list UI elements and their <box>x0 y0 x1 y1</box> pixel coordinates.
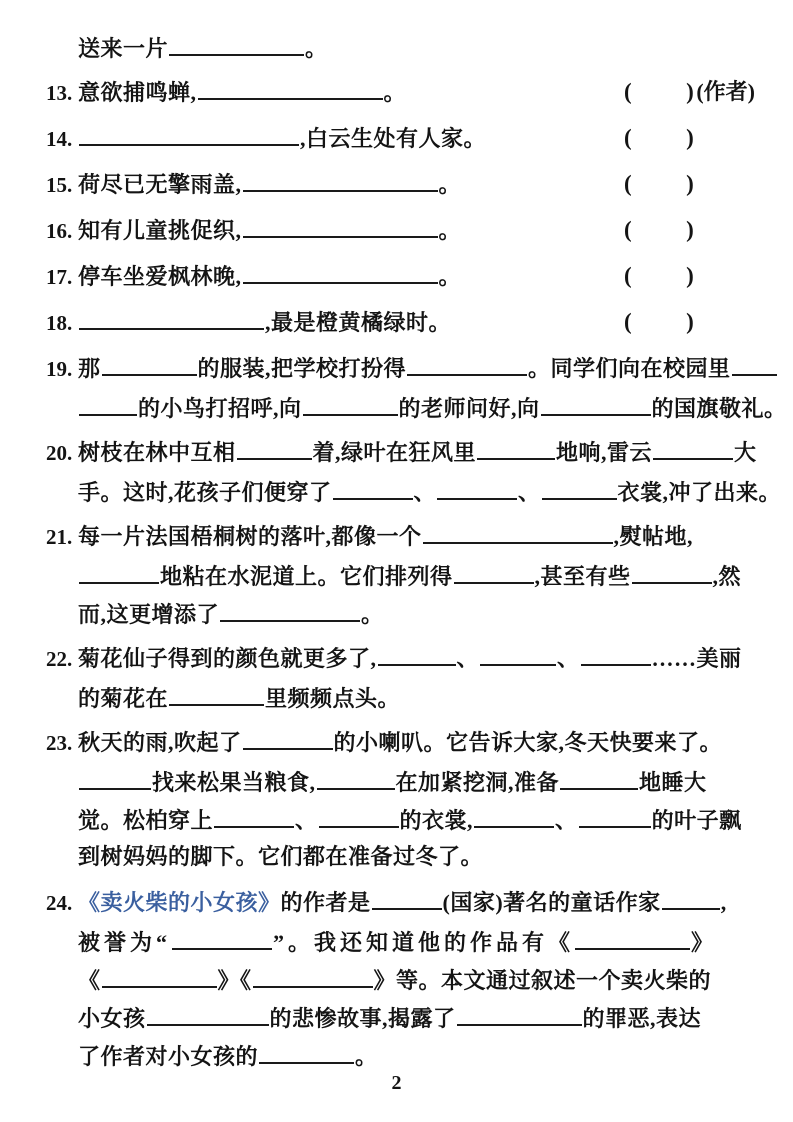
blank-underline <box>79 302 264 330</box>
text-segment: 知有儿童挑促织, <box>78 218 242 243</box>
question-number: 16. <box>46 219 73 243</box>
blank-underline <box>454 556 534 584</box>
text-segment: 的叶子飘 <box>651 808 742 833</box>
blank-underline <box>79 388 137 416</box>
blank-underline <box>243 210 438 238</box>
blank-underline <box>317 762 395 790</box>
text-segment: 的小喇叭。它告诉大家,冬天快要来了。 <box>333 730 723 755</box>
blank-underline <box>147 998 269 1026</box>
text-segment: 的菊花在 <box>78 686 169 711</box>
blank-underline <box>477 432 555 460</box>
blank-underline <box>243 256 438 284</box>
question-23-line-1 <box>0 722 793 762</box>
blank-underline <box>378 638 456 666</box>
text-segment: 的悲惨故事,揭露了 <box>269 1006 456 1031</box>
question-number: 14. <box>46 127 73 151</box>
blank-underline <box>253 960 373 988</box>
paren-open: ( <box>624 79 633 104</box>
text-segment: 送来一片 <box>78 36 169 61</box>
text-segment: 、 <box>295 808 318 833</box>
question-19-line-2 <box>0 388 793 426</box>
text-segment: 小女孩 <box>78 1006 146 1031</box>
text-segment: 每一片法国梧桐树的落叶,都像一个 <box>78 524 422 549</box>
blank-underline <box>542 472 617 500</box>
blank-underline <box>560 762 638 790</box>
question-18-line-1 <box>0 302 793 342</box>
text-segment: 的国旗敬礼。 <box>651 396 787 421</box>
question-24-line-1 <box>0 882 793 922</box>
blank-underline <box>407 348 527 376</box>
text-segment: 。 <box>438 264 462 289</box>
text-segment: 里频频点头。 <box>265 686 401 711</box>
question-number: 13. <box>46 81 73 105</box>
paren-open: ( <box>624 263 633 288</box>
blank-underline <box>662 882 720 910</box>
text-segment: 衣裳,冲了出来。 <box>617 480 782 505</box>
text-segment: 的罪恶,表达 <box>582 1006 702 1031</box>
blank-underline <box>333 472 413 500</box>
question-number: 19. <box>46 357 73 381</box>
text-segment: 。同学们向在校园里 <box>528 356 731 381</box>
blank-underline <box>579 800 651 828</box>
blank-underline <box>169 678 264 706</box>
text-segment: 、 <box>557 646 580 671</box>
text-segment: 地睡大 <box>639 770 707 795</box>
blank-underline <box>237 432 312 460</box>
text-segment: 的老师问好,向 <box>398 396 540 421</box>
text-segment: 。 <box>305 36 328 61</box>
text-segment: 手。这时,花孩子们便穿了 <box>78 480 332 505</box>
text-segment: 找来松果当粮食, <box>152 770 316 795</box>
text-segment: 。 <box>383 80 407 105</box>
text-segment: 的作者是 <box>280 890 371 915</box>
question-23-line-3 <box>0 800 793 838</box>
text-segment: (国家)著名的童话作家 <box>442 890 661 915</box>
text-segment: 地粘在水泥道上。它们排列得 <box>160 564 453 589</box>
question-21-line-1 <box>0 516 793 556</box>
text-segment: 停车坐爱枫林晚, <box>78 264 242 289</box>
text-segment: 觉。松柏穿上 <box>78 808 214 833</box>
text-segment: 、 <box>518 480 541 505</box>
paren-open: ( <box>624 309 633 334</box>
text-segment: 》《 <box>217 968 252 993</box>
answer-parentheses <box>624 210 694 250</box>
question-continuation-line <box>0 28 793 66</box>
text-segment: ,然 <box>712 564 742 589</box>
paren-close: ) <box>686 309 695 334</box>
text-segment: 菊花仙子得到的颜色就更多了, <box>78 646 377 671</box>
blank-underline <box>653 432 733 460</box>
text-segment: , <box>720 890 727 915</box>
text-segment: 意欲捕鸣蝉, <box>78 80 197 105</box>
blank-underline <box>79 762 151 790</box>
blank-underline <box>575 922 690 950</box>
question-24-line-5 <box>0 1036 793 1074</box>
paren-open: ( <box>624 125 633 150</box>
question-17-line-1 <box>0 256 793 296</box>
question-15-line-1 <box>0 164 793 204</box>
question-23-line-4 <box>0 838 793 876</box>
text-segment: 荷尽已无擎雨盖, <box>78 172 242 197</box>
paren-close: ) <box>686 217 695 242</box>
page-number: 2 <box>391 1072 402 1094</box>
blank-underline <box>172 922 272 950</box>
answer-parentheses <box>624 164 694 204</box>
paren-open: ( <box>624 171 633 196</box>
text-segment: 着,绿叶在狂风里 <box>312 440 477 465</box>
blank-underline <box>319 800 399 828</box>
text-segment: ,最是橙黄橘绿时。 <box>265 310 452 335</box>
question-number: 17. <box>46 265 73 289</box>
text-segment: 的小鸟打招呼,向 <box>138 396 302 421</box>
answer-parentheses <box>624 118 694 158</box>
question-20-line-1 <box>0 432 793 472</box>
blank-underline <box>423 516 613 544</box>
question-23-line-2 <box>0 762 793 800</box>
question-number: 24. <box>46 891 73 915</box>
blank-underline <box>79 556 159 584</box>
blank-underline <box>437 472 517 500</box>
blank-underline <box>581 638 651 666</box>
text-segment: ”。我还知道他的作品有《 <box>273 930 575 955</box>
question-19-line-1 <box>0 348 793 388</box>
question-22-line-1 <box>0 638 793 678</box>
blank-underline <box>480 638 556 666</box>
text-segment: 的服装,把学校打扮得 <box>197 356 407 381</box>
blank-underline <box>732 348 777 376</box>
question-14-line-1 <box>0 118 793 158</box>
text-segment: 那 <box>78 356 101 381</box>
text-segment: 了作者对小女孩的 <box>78 1044 259 1069</box>
question-number: 23. <box>46 731 73 755</box>
blank-underline <box>243 722 333 750</box>
question-21-line-2 <box>0 556 793 594</box>
text-segment: 的衣裳, <box>399 808 474 833</box>
author-label: (作者) <box>696 79 755 104</box>
blank-underline <box>198 72 383 100</box>
blank-underline <box>79 118 299 146</box>
question-24-line-2 <box>0 922 793 960</box>
text-segment: 《 <box>78 968 101 993</box>
text-segment: 而,这更增添了 <box>78 602 220 627</box>
text-segment: ……美丽 <box>651 646 742 671</box>
blank-underline <box>220 594 360 622</box>
blank-underline <box>372 882 442 910</box>
text-segment: 。 <box>361 602 384 627</box>
text-segment: 》等。本文通过叙述一个卖火柴的 <box>373 968 712 993</box>
text-segment: 。 <box>438 218 462 243</box>
question-number: 22. <box>46 647 73 671</box>
blank-underline <box>243 164 438 192</box>
text-segment: 》 <box>691 930 718 955</box>
question-number: 15. <box>46 173 73 197</box>
question-13-line-1 <box>0 72 793 112</box>
answer-parentheses <box>624 72 755 112</box>
blank-underline <box>632 556 712 584</box>
text-segment: 。 <box>355 1044 378 1069</box>
text-segment: 被誉为“ <box>78 930 172 955</box>
text-segment: ,甚至有些 <box>534 564 631 589</box>
text-segment: 。 <box>438 172 462 197</box>
blank-underline <box>474 800 554 828</box>
text-segment: 、 <box>456 646 480 671</box>
text-segment: 在加紧挖洞,准备 <box>395 770 560 795</box>
question-22-line-2 <box>0 678 793 716</box>
text-segment: 树枝在林中互相 <box>78 440 236 465</box>
text-segment: 大 <box>734 440 757 465</box>
answer-parentheses <box>624 302 694 342</box>
text-segment: ,熨帖地, <box>613 524 694 549</box>
blank-underline <box>214 800 294 828</box>
answer-parentheses <box>624 256 694 296</box>
blank-underline <box>169 28 304 56</box>
blank-underline <box>102 348 197 376</box>
paren-close: ) <box>686 263 695 288</box>
text-segment: ,白云生处有人家。 <box>300 126 487 151</box>
text-segment: 地响,雷云 <box>556 440 653 465</box>
blank-underline <box>541 388 651 416</box>
question-24-line-4 <box>0 998 793 1036</box>
book-title: 《卖火柴的小女孩》 <box>78 890 281 915</box>
blank-underline <box>102 960 217 988</box>
text-segment: 到树妈妈的脚下。它们都在准备过冬了。 <box>78 844 484 869</box>
question-16-line-1 <box>0 210 793 250</box>
blank-underline <box>259 1036 354 1064</box>
text-segment: 秋天的雨,吹起了 <box>78 730 242 755</box>
question-24-line-3 <box>0 960 793 998</box>
paren-close: ) <box>686 79 695 104</box>
question-20-line-2 <box>0 472 793 510</box>
paren-open: ( <box>624 217 633 242</box>
paren-close: ) <box>686 171 695 196</box>
question-number: 21. <box>46 525 73 549</box>
question-number: 20. <box>46 441 73 465</box>
question-number: 18. <box>46 311 73 335</box>
paren-close: ) <box>686 125 695 150</box>
text-segment: 、 <box>555 808 578 833</box>
blank-underline <box>457 998 582 1026</box>
text-segment: 、 <box>413 480 437 505</box>
question-21-line-3 <box>0 594 793 632</box>
blank-underline <box>303 388 398 416</box>
